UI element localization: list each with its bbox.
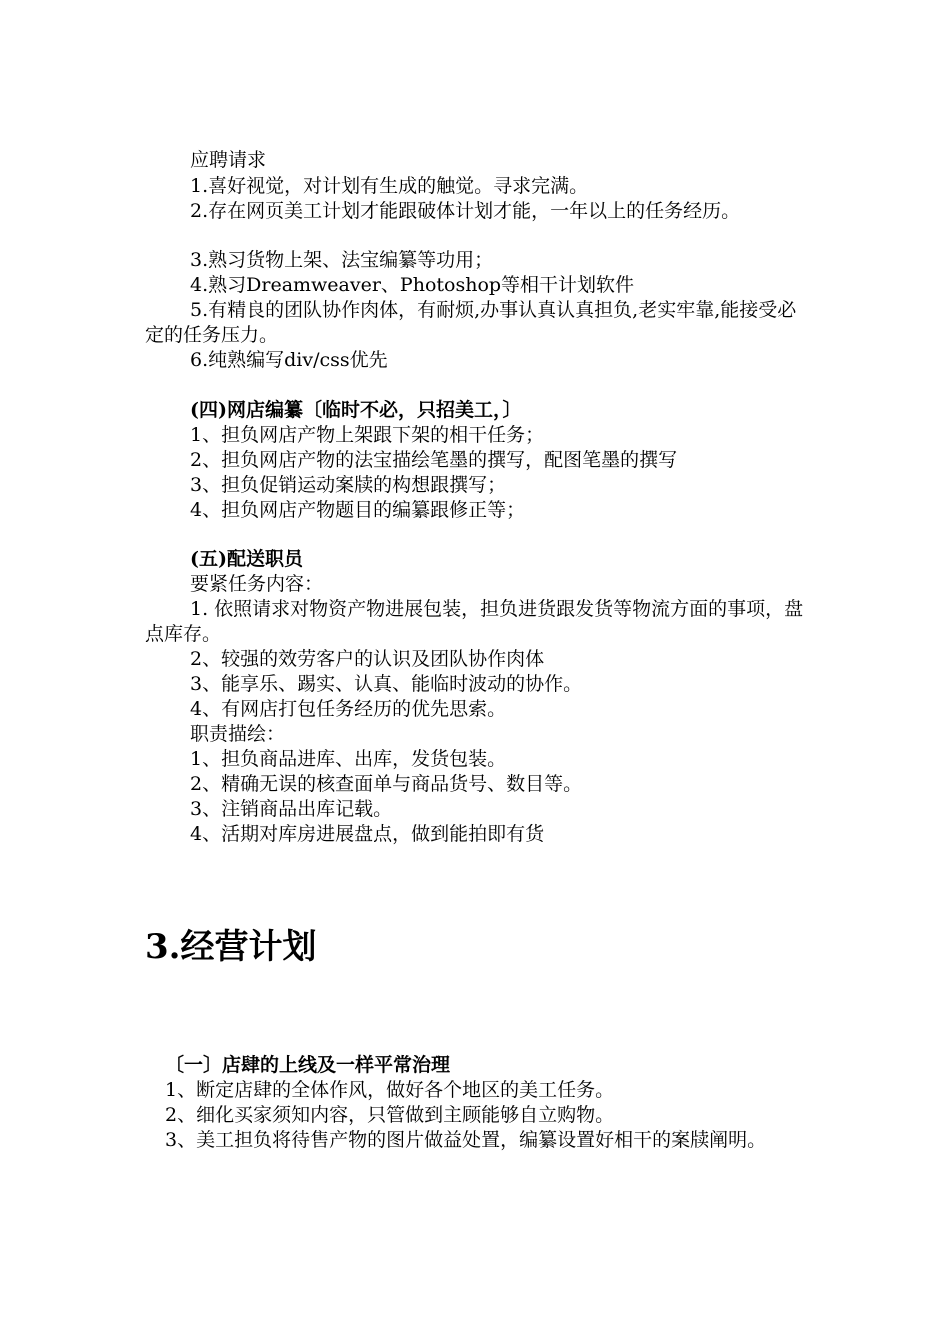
requirement-item: 4.熟习Dreamweaver、Photoshop等相干计划软件	[190, 274, 635, 296]
section5-main-item: 1. 依照请求对物资产物进展包装，担负进货跟发货等物流方面的事项，盘点库存。	[145, 598, 804, 645]
requirement-item: 1.喜好视觉，对计划有生成的触觉。寻求完满。	[190, 175, 589, 197]
section4-heading: (四)网店编纂〔临时不必，只招美工，〕	[190, 399, 522, 421]
requirements-title: 应聘请求	[190, 149, 267, 171]
section4-item: 2、担负网店产物的法宝描绘笔墨的撰写，配图笔墨的撰写	[190, 449, 678, 471]
section4-item: 4、担负网店产物题目的编纂跟修正等；	[190, 499, 526, 521]
requirement-item: 3.熟习货物上架、法宝编纂等功用；	[190, 249, 494, 271]
section5-main-item: 3、能享乐、踢实、认真、能临时波动的协作。	[190, 673, 583, 695]
requirement-item: 6.纯熟编写div/css优先	[190, 349, 388, 371]
section5-main-item: 4、有网店打包任务经历的优先思索。	[190, 698, 507, 720]
section5-duty-item: 4、活期对库房进展盘点，做到能拍即有货	[190, 823, 545, 845]
requirement-item: 5.有精良的团队协作肉体，有耐烦,办事认真认真担负,老实牢靠,能接受必定的任务压力。	[145, 299, 797, 346]
requirement-item: 2.存在网页美工计划才能跟破体计划才能，一年以上的任务经历。	[190, 200, 741, 222]
section5-main-item: 2、较强的效劳客户的认识及团队协作肉体	[190, 648, 545, 670]
section5-duty-label: 职责描绘：	[190, 723, 286, 745]
chapter3-item: 3、美工担负将待售产物的图片做益处置，编纂设置好相干的案牍阐明。	[165, 1129, 767, 1151]
chapter3-title: 3.经营计划	[145, 927, 317, 967]
section5-duty-item: 3、注销商品出库记载。	[190, 798, 393, 820]
section5-heading: (五)配送职员	[190, 548, 303, 570]
section5-main-label: 要紧任务内容：	[190, 573, 324, 595]
section5-duty-item: 2、精确无误的核查面单与商品货号、数目等。	[190, 773, 583, 795]
chapter3-item: 1、断定店肆的全体作风，做好各个地区的美工任务。	[165, 1079, 615, 1101]
section4-item: 1、担负网店产物上架跟下架的相干任务；	[190, 424, 545, 446]
section5-duty-item: 1、担负商品进库、出库，发货包装。	[190, 748, 507, 770]
section4-item: 3、担负促销运动案牍的构想跟撰写；	[190, 474, 507, 496]
chapter3-item: 2、细化买家须知内容，只管做到主顾能够自立购物。	[165, 1104, 615, 1126]
chapter3-subheading: 〔一〕店肆的上线及一样平常治理	[165, 1054, 451, 1076]
